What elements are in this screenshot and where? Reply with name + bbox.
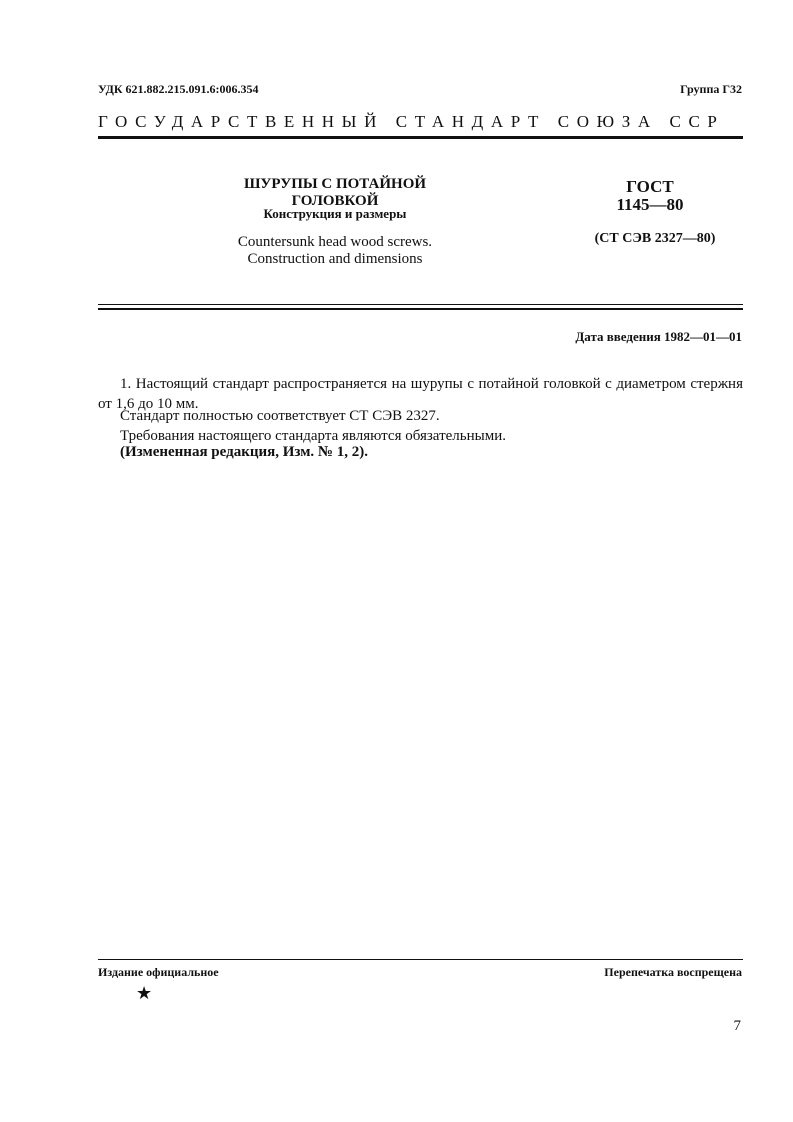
- paragraph-scope: 1. Настоящий стандарт распространяется на шурупы с потайной головкой с диаметром стержня от 1,6 до 10 мм.: [98, 376, 743, 412]
- title-rule-top: [98, 304, 743, 305]
- title-en-line-2: Construction and dimensions: [247, 251, 423, 267]
- introduction-date: Дата введения 1982—01—01: [575, 329, 742, 344]
- title-rule-bottom: [98, 308, 743, 310]
- document-title: ШУРУПЫ С ПОТАЙНОЙ ГОЛОВКОЙ: [243, 176, 427, 209]
- udk-code: УДК 621.882.215.091.6:006.354: [98, 82, 259, 96]
- title-en-line-1: Countersunk head wood screws.: [237, 234, 433, 250]
- star-icon: ★: [136, 983, 153, 1003]
- paragraph-compliance: Стандарт полностью соответствует СТ СЭВ 2327.: [120, 408, 440, 424]
- group-code: Группа Г32: [680, 82, 742, 96]
- page-number: 7: [733, 1018, 741, 1034]
- header-rule: [98, 136, 743, 139]
- gost-designation: [585, 178, 715, 214]
- gost-number: 1145—80: [616, 195, 684, 214]
- document-title-english: [180, 234, 490, 268]
- gost-label: ГОСТ: [626, 177, 674, 196]
- paragraph-mandatory: Требования настоящего стандарта являются обязательными.: [120, 428, 506, 444]
- footer-rule: [98, 959, 743, 960]
- paragraph-amendment: (Измененная редакция, Изм. № 1, 2).: [120, 444, 369, 460]
- st-sev-reference: (СТ СЭВ 2327—80): [594, 231, 716, 246]
- official-edition-label: Издание официальное: [98, 965, 219, 979]
- state-standard-heading: ГОСУДАРСТВЕННЫЙ СТАНДАРТ СОЮЗА ССР: [98, 112, 725, 131]
- reprint-prohibited-label: Перепечатка воспрещена: [604, 965, 742, 979]
- document-subtitle: Конструкция и размеры: [263, 206, 407, 221]
